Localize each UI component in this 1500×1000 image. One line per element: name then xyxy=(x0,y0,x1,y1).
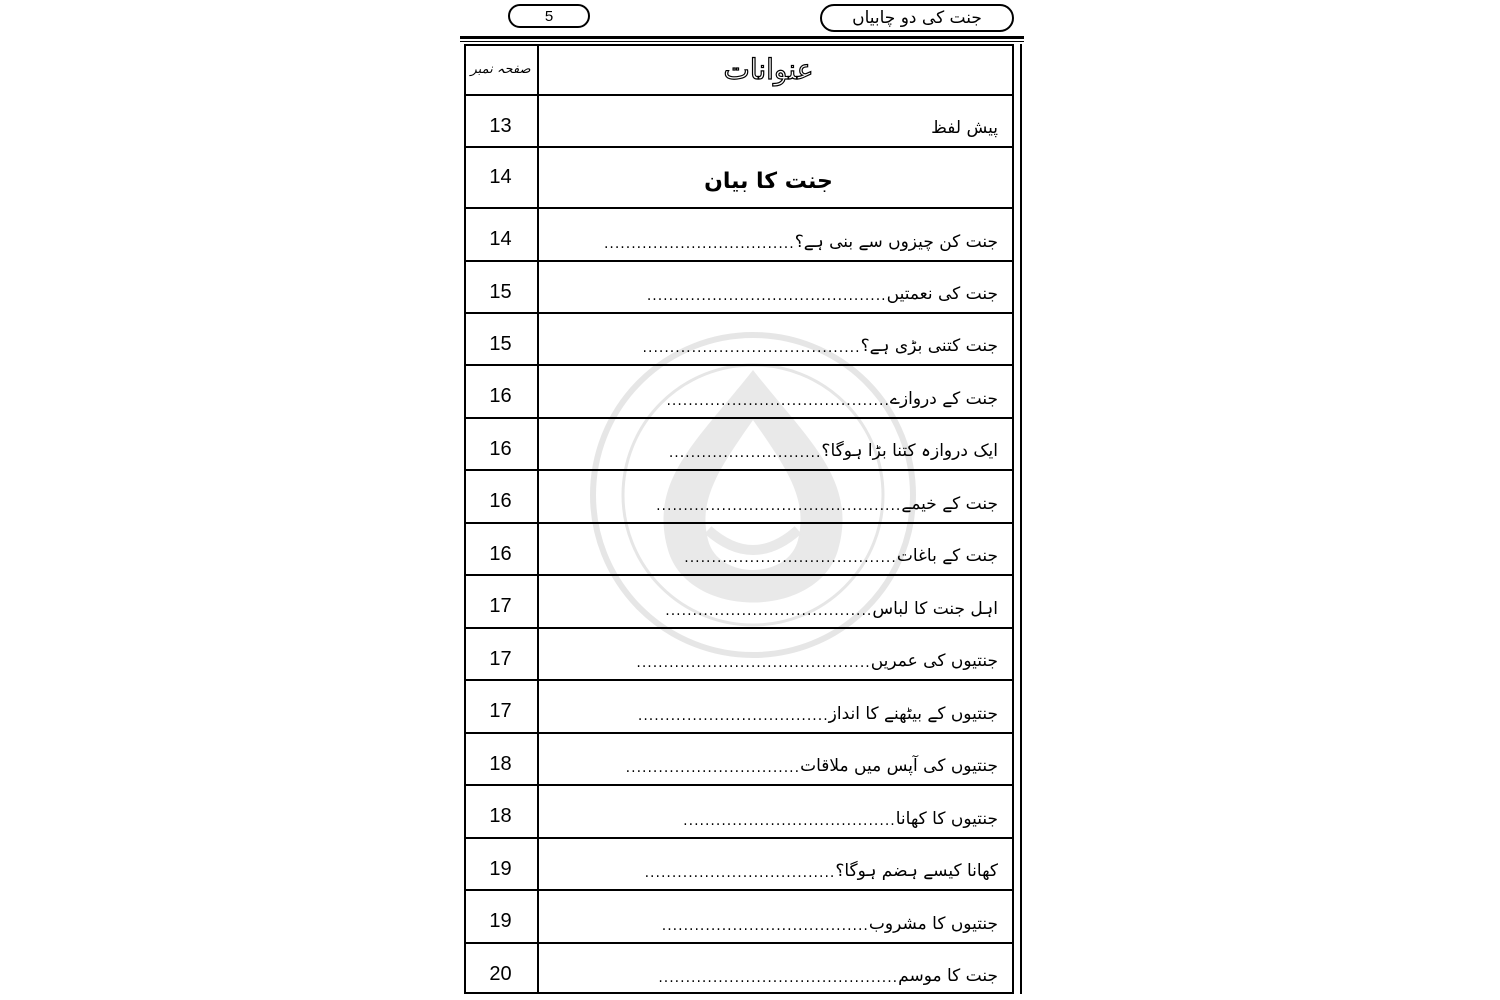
header-rule xyxy=(460,36,1024,39)
leader-dots: ....................................... xyxy=(683,813,896,829)
leader-dots: ............................................ xyxy=(658,970,899,986)
leader-dots: ................................... xyxy=(637,708,829,724)
toc-row xyxy=(464,209,1014,262)
toc-row-title-text: جنت کی نعمتیں xyxy=(886,284,998,304)
toc-row-title xyxy=(539,734,998,784)
leader-dots: ......................................... xyxy=(666,393,890,409)
page-number: 5 xyxy=(508,4,590,28)
toc-row-title-text: جنتیوں کی عمریں xyxy=(870,651,998,671)
topics-column-header: عنوانات xyxy=(723,52,814,86)
toc-row-title xyxy=(539,419,998,469)
toc-row-page: 16 xyxy=(489,490,512,512)
toc-row-title-text: جنت کتنی بڑی ہے؟ xyxy=(860,336,998,356)
leader-dots: ................................... xyxy=(644,865,836,881)
toc-row-title xyxy=(539,471,998,522)
toc-row-page: 19 xyxy=(489,910,512,932)
toc-row-title xyxy=(539,576,998,627)
toc-row xyxy=(464,891,1014,944)
toc-row xyxy=(464,734,1014,786)
toc-row xyxy=(464,839,1014,891)
toc-row xyxy=(464,471,1014,524)
toc-header-row xyxy=(464,44,1014,96)
toc-row-title xyxy=(539,96,998,146)
leader-dots: ................................ xyxy=(625,760,801,776)
toc-row-title-text: جنت کا موسم xyxy=(898,966,998,986)
toc-row-title-text: اہل جنت کا لباس xyxy=(872,599,998,619)
toc-row-title xyxy=(539,839,998,889)
toc-row xyxy=(464,681,1014,734)
toc-row-title xyxy=(539,786,998,837)
toc-row-page: 16 xyxy=(489,542,512,565)
toc-row xyxy=(464,524,1014,576)
toc-row xyxy=(464,314,1014,366)
leader-dots: ...................................... xyxy=(665,603,873,619)
toc-row-page: 16 xyxy=(489,437,512,460)
toc-row-title-text: جنتیوں کا کھانا xyxy=(895,809,998,829)
toc-row xyxy=(464,944,1014,994)
toc-row xyxy=(464,419,1014,471)
toc-row xyxy=(464,576,1014,629)
header-rule-thin xyxy=(460,41,1024,42)
toc-row xyxy=(464,629,1014,681)
toc-section-title: جنت کا بیان xyxy=(704,169,833,194)
toc-row-title-text: ایک دروازہ کتنا بڑا ہوگا؟ xyxy=(821,441,998,461)
toc-row-title-text: جنت کے خیمے xyxy=(901,494,998,514)
toc-row-page: 17 xyxy=(489,700,512,722)
toc-row xyxy=(464,786,1014,839)
toc-row-title xyxy=(539,209,998,260)
toc-section-row xyxy=(464,148,1014,209)
toc-row-title-text: جنت کن چیزوں سے بنی ہے؟ xyxy=(794,232,998,252)
toc-row-page: 14 xyxy=(489,166,512,188)
page-number-column-header: صفحہ نمبر xyxy=(470,61,531,77)
frame-outer-line xyxy=(1020,44,1022,994)
toc-row xyxy=(464,262,1014,314)
toc-row-page: 18 xyxy=(489,752,512,775)
toc-row-title-text: پیش لفظ xyxy=(931,118,998,138)
toc-row-page: 15 xyxy=(489,332,512,355)
toc-row-title xyxy=(539,366,998,417)
toc-row-title-text: جنت کے باغات xyxy=(896,546,998,566)
toc-row-title xyxy=(539,314,998,364)
toc-row-title xyxy=(539,524,998,574)
toc-row-page: 14 xyxy=(489,228,512,250)
toc-row-page: 13 xyxy=(489,114,512,137)
leader-dots: ....................................... xyxy=(684,550,897,566)
leader-dots: ........................................... xyxy=(636,655,871,671)
toc-row-title-text: جنتیوں کے بیٹھنے کا انداز xyxy=(828,704,998,724)
toc-row-title xyxy=(539,629,998,679)
leader-dots: ........................................ xyxy=(642,340,861,356)
toc-row-page: 20 xyxy=(489,962,512,985)
toc-row-title xyxy=(539,681,998,732)
leader-dots: ................................... xyxy=(603,236,795,252)
toc-row-page: 16 xyxy=(489,385,512,407)
toc-row-title xyxy=(539,262,998,312)
toc-row-title xyxy=(539,891,998,942)
toc-row xyxy=(464,366,1014,419)
toc-row-page: 17 xyxy=(489,647,512,670)
toc-row-title xyxy=(539,944,998,994)
toc-row-page: 17 xyxy=(489,595,512,617)
toc-row-title-text: کھانا کیسے ہضم ہوگا؟ xyxy=(835,861,998,881)
toc-row-page: 15 xyxy=(489,280,512,303)
toc-row-title-text: جنتیوں کا مشروب xyxy=(868,914,998,934)
leader-dots: ...................................... xyxy=(661,918,869,934)
toc-row-page: 19 xyxy=(489,857,512,880)
leader-dots: ............................ xyxy=(668,445,822,461)
book-title: جنت کی دو چابیاں xyxy=(820,4,1014,32)
leader-dots: ............................................ xyxy=(646,288,887,304)
toc-row-title-text: جنت کے دروازے xyxy=(889,389,998,409)
toc-row-page: 18 xyxy=(489,805,512,827)
toc-row xyxy=(464,96,1014,148)
leader-dots: ............................................. xyxy=(656,498,902,514)
toc-row-title-text: جنتیوں کی آپس میں ملاقات xyxy=(800,756,998,776)
